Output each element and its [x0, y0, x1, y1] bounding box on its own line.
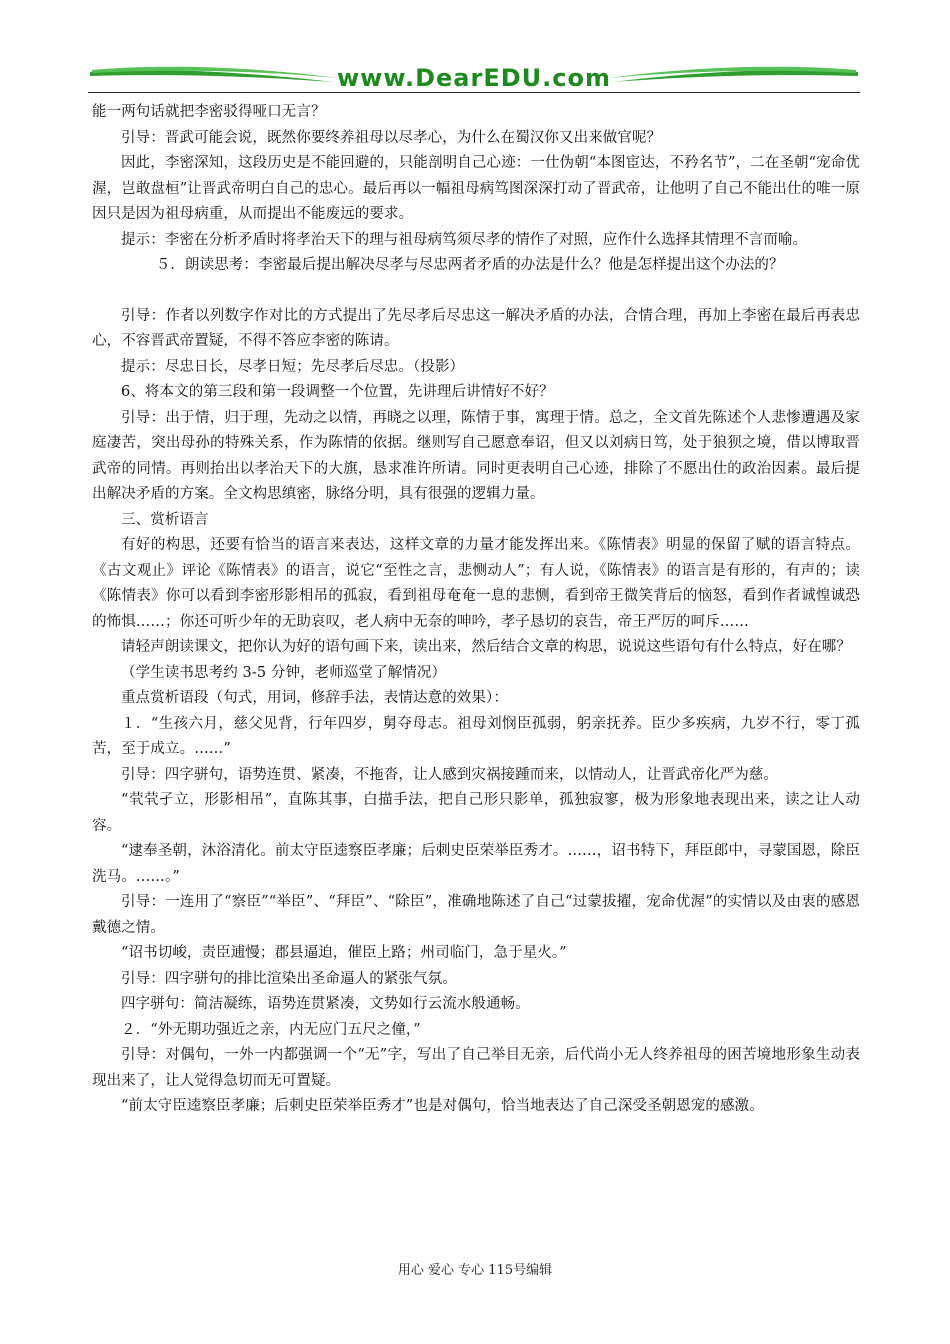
document-body: [92, 100, 860, 1120]
paragraph: 有好的构思，还要有恰当的语言来表达，这样文章的力量才能发挥出来。《陈情表》明显的保留了赋的语言特点。《古文观止》评论《陈情表》的语言，说它“至性之言，悲恻动人”；有人说，《陈情表》的语言是有形的，有声的；读《陈情表》你可以看到李密形影相吊的孤寂，看到祖母奄奄一息的悲恻，看到帝王微笑背后的恼怒，看到作者诚惶诚恐的怖惧……；你还可听少年的无助哀叹，老人病中无奈的呻吟，孝子恳切的哀告，帝王严厉的呵斥……: [92, 537, 860, 630]
paragraph: ２．“外无期功强近之亲，内无应门五尺之僮，”: [121, 1021, 421, 1038]
paragraph: 引导：出于情，归于理，先动之以情，再晓之以理，陈情于事，寓理于情。总之，全文首先陈述个人悲惨遭遇及家庭凄苦，突出母孙的特殊关系，作为陈情的依据。继则写自己愿意奉诏，但又以刘病日笃，处于狼狈之境，借以博取晋武帝的同情。再则抬出以孝治天下的大旗，恳求准许所请。同时更表明自己心迹，排除了不愿出仕的政治因素。最后提出解决矛盾的方案。全文构思缜密，脉络分明，具有很强的逻辑力量。: [92, 409, 860, 502]
paragraph: 引导：一连用了“察臣”“举臣”、“拜臣”、“除臣”，准确地陈述了自己“过蒙拔擢，宠命优渥”的实情以及由衷的感恩戴德之情。: [92, 894, 860, 936]
paragraph: 引导：作者以列数字作对比的方式提出了先尽孝后尽忠这一解决矛盾的办法，合情合理，再加上李密在最后再表忠心，不容晋武帝置疑，不得不答应李密的陈请。: [92, 307, 860, 349]
paragraph: 请轻声朗读课文，把你认为好的语句画下来，读出来，然后结合文章的构思，说说这些语句有什么特点，好在哪？: [121, 639, 851, 655]
paragraph: 因此，李密深知，这段历史是不能回避的，只能剖明自己心迹：一仕伪朝“本图宦达，不矜名节”，二在圣朝“宠命优渥，岂敢盘桓”让晋武帝明白自己的忠心。最后再以一幅祖母病笃图深深打动了晋武帝，让他明了自己不能出仕的唯一原因只是因为祖母病重，从而提出不能废远的要求。: [92, 155, 860, 222]
paragraph: 四字骈句：简洁凝练，语势连贯紧凑，文势如行云流水般通畅。: [121, 996, 530, 1012]
paragraph: “逮奉圣朝，沐浴清化。前太守臣逵察臣孝廉；后刺史臣荣举臣秀才。……，诏书特下，拜臣郎中，寻蒙国恩，除臣洗马。……。”: [92, 843, 860, 885]
paragraph: （学生读书思考约 3-5 分钟，老师巡堂了解情况）: [121, 664, 447, 681]
paragraph: 提示：李密在分析矛盾时将孝治天下的理与祖母病笃须尽孝的情作了对照，应作什么选择其情理不言而喻。: [121, 231, 808, 248]
paragraph: ５．朗读思考：李密最后提出解决尽孝与尽忠两者矛盾的办法是什么？他是怎样提出这个办法的？: [155, 257, 784, 273]
page-footer: 用心 爱心 专心 115号编辑: [397, 1263, 553, 1278]
paragraph: 引导：对偶句，一外一内都强调一个“无”字，写出了自己举目无亲，后代尚小无人终养祖母的困苦境地形象生动表现出来了，让人觉得急切而无可置疑。: [92, 1047, 860, 1089]
site-header-banner: [88, 58, 860, 94]
paragraph: 能一两句话就把李密驳得哑口无言？: [92, 104, 326, 120]
paragraph: 6、将本文的第三段和第一段调整一个位置，先讲理后讲情好不好？: [121, 384, 554, 400]
paragraph: “前太守臣逵察臣孝廉；后刺史臣荣举臣秀才”也是对偶句，恰当地表达了自己深受圣朝恩宠的感激。: [121, 1098, 764, 1114]
paragraph: 引导：四字骈句的排比渲染出圣命逼人的紧张气氛。: [121, 970, 457, 987]
paragraph: “诏书切峻，责臣逋慢；郡县逼迫，催臣上路；州司临门，急于星火。”: [121, 945, 567, 961]
paragraph: 引导：晋武可能会说，既然你要终养祖母以尽孝心，为什么在蜀汉你又出来做官呢？: [121, 129, 662, 146]
paragraph: 引导：四字骈句，语势连贯、紧凑，不拖沓，让人感到灾祸接踵而来，以情动人，让晋武帝化严为慈。: [121, 766, 778, 783]
paragraph: “茕茕孑立，形影相吊”，直陈其事，白描手法，把自己形只影单，孤独寂寥，极为形象地表现出来，读之让人动容。: [92, 792, 860, 834]
section-heading: 三、赏析语言: [121, 511, 209, 528]
header-divider: [88, 92, 860, 93]
paragraph: １．“生孩六月，慈父见背，行年四岁，舅夺母志。祖母刘悯臣孤弱，躬亲抚养。臣少多疾病，九岁不行，零丁孤苦，至于成立。……”: [92, 715, 860, 757]
paragraph: 重点赏析语段（句式，用词，修辞手法，表情达意的效果）：: [121, 690, 508, 706]
paragraph: 提示：尽忠日长，尽孝日短；先尽孝后尽忠。（投影）: [121, 358, 465, 375]
site-logo-text: www.DearEDU.com: [337, 64, 611, 92]
